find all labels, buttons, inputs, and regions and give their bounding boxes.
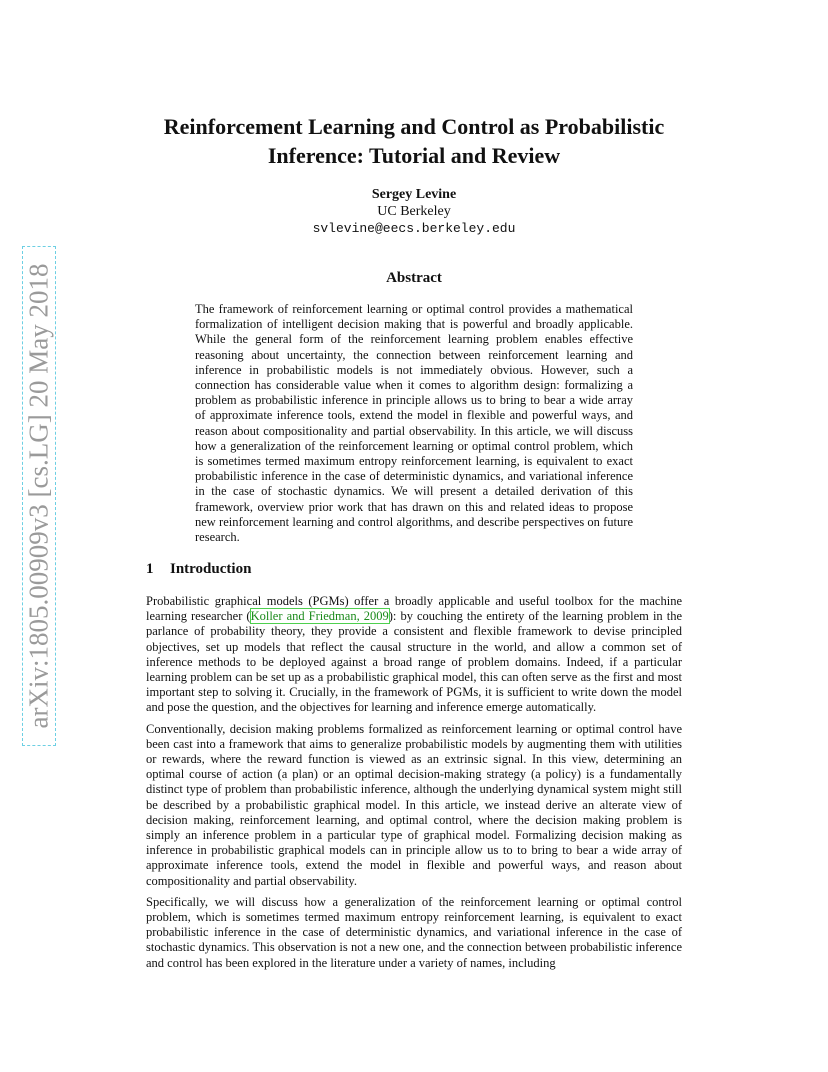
author-name: Sergey Levine <box>371 187 457 202</box>
section-title: Introduction <box>170 561 252 577</box>
arxiv-stamp-text: arXiv:1805.00909v3 [cs.LG] 20 May 2018 <box>23 263 54 729</box>
arxiv-stamp <box>22 246 56 746</box>
author-affiliation: UC Berkeley <box>377 204 451 219</box>
section-number: 1 <box>146 561 154 577</box>
paragraph-3: Specifically, we will discuss how a generalization of the reinforcement learning or optimal control problem, which is sometimes termed maximum entropy reinforcement learning, is equivalent to exact probabilistic inference in the case of deterministic dynamics, and variational inference in the case of stochastic dynamics. This observation is not a new one, and the connection between probabilistic inference and control has been explored in the literature under a variety of names, including <box>146 894 682 970</box>
author-email: svlevine@eecs.berkeley.edu <box>312 221 516 236</box>
paper-title: Reinforcement Learning and Control as Probabilistic Inference: Tutorial and Review <box>163 114 665 168</box>
citation-link-koller-friedman[interactable]: Koller and Friedman, 2009 <box>250 609 389 624</box>
paragraph-1-end: ): by couching the entirety of the learning problem in the parlance of probability theory, they provide a consistent and flexible framework to devise principled objectives, set up models that reflect the causal structure in the world, and allow a common set of inference methods to be deployed against a broad range of problem domains. Indeed, if a particular learning problem can be set up as a probabilistic graphical model, this can often serve as the first and most important step to solving it. Crucially, in the framework of PGMs, it is sufficient to write down the model and pose the question, and the objectives for learning and inference emerge automatically. <box>146 609 682 715</box>
abstract-text: The framework of reinforcement learning or optimal control provides a mathematical formalization of intelligent decision making that is powerful and broadly applicable. While the general form of the reinforcement learning problem enables effective reasoning about uncertainty, the connection between reinforcement learning and inference in probabilistic models is not immediately obvious. However, such a connection has considerable value when it comes to algorithm design: formalizing a problem as probabilistic inference in principle allows us to bring to bear a wide array of approximate inference tools, extend the model in flexible and powerful ways, and reason about compositionality and partial observability. In this article, we will discuss how a generalization of the reinforcement learning or optimal control problem, which is sometimes termed maximum entropy reinforcement learning, is equivalent to exact probabilistic inference in the case of deterministic dynamics, and variational inference in the case of stochastic dynamics. We will present a detailed derivation of this framework, overview prior work that has drawn on this and related ideas to propose new reinforcement learning and control algorithms, and describe perspectives on future research. <box>195 302 633 545</box>
paragraph-1 <box>146 594 682 716</box>
body-text <box>146 594 682 977</box>
section-heading <box>146 561 251 578</box>
author-block <box>200 186 628 237</box>
paragraph-2: Conventionally, decision making problems formalized as reinforcement learning or optimal control have been cast into a framework that aims to generalize probabilistic models by augmenting them with utilities or rewards, where the reward function is viewed as an extrinsic signal. In this view, determining an optimal course of action (a plan) or an optimal decision-making strategy (a policy) is a fundamentally distinct type of problem than probabilistic inference, although the underlying dynamical system might still be described by a probabilistic graphical model. In this article, we instead derive an alterate view of decision making, reinforcement learning, and optimal control, where the decision making problem is simply an inference problem in a particular type of graphical model. Formalizing decision making as inference in probabilistic graphical models can in principle allow us to to bring to bear a wide array of approximate inference tools, extend the model in flexible and powerful ways, and reason about compositionality and partial observability. <box>146 721 682 888</box>
abstract-heading: Abstract <box>386 270 442 286</box>
paragraph-1-start: Probabilistic graphical models (PGMs) offer a broadly applicable and useful toolbox for the machine learning researcher ( <box>146 594 682 624</box>
